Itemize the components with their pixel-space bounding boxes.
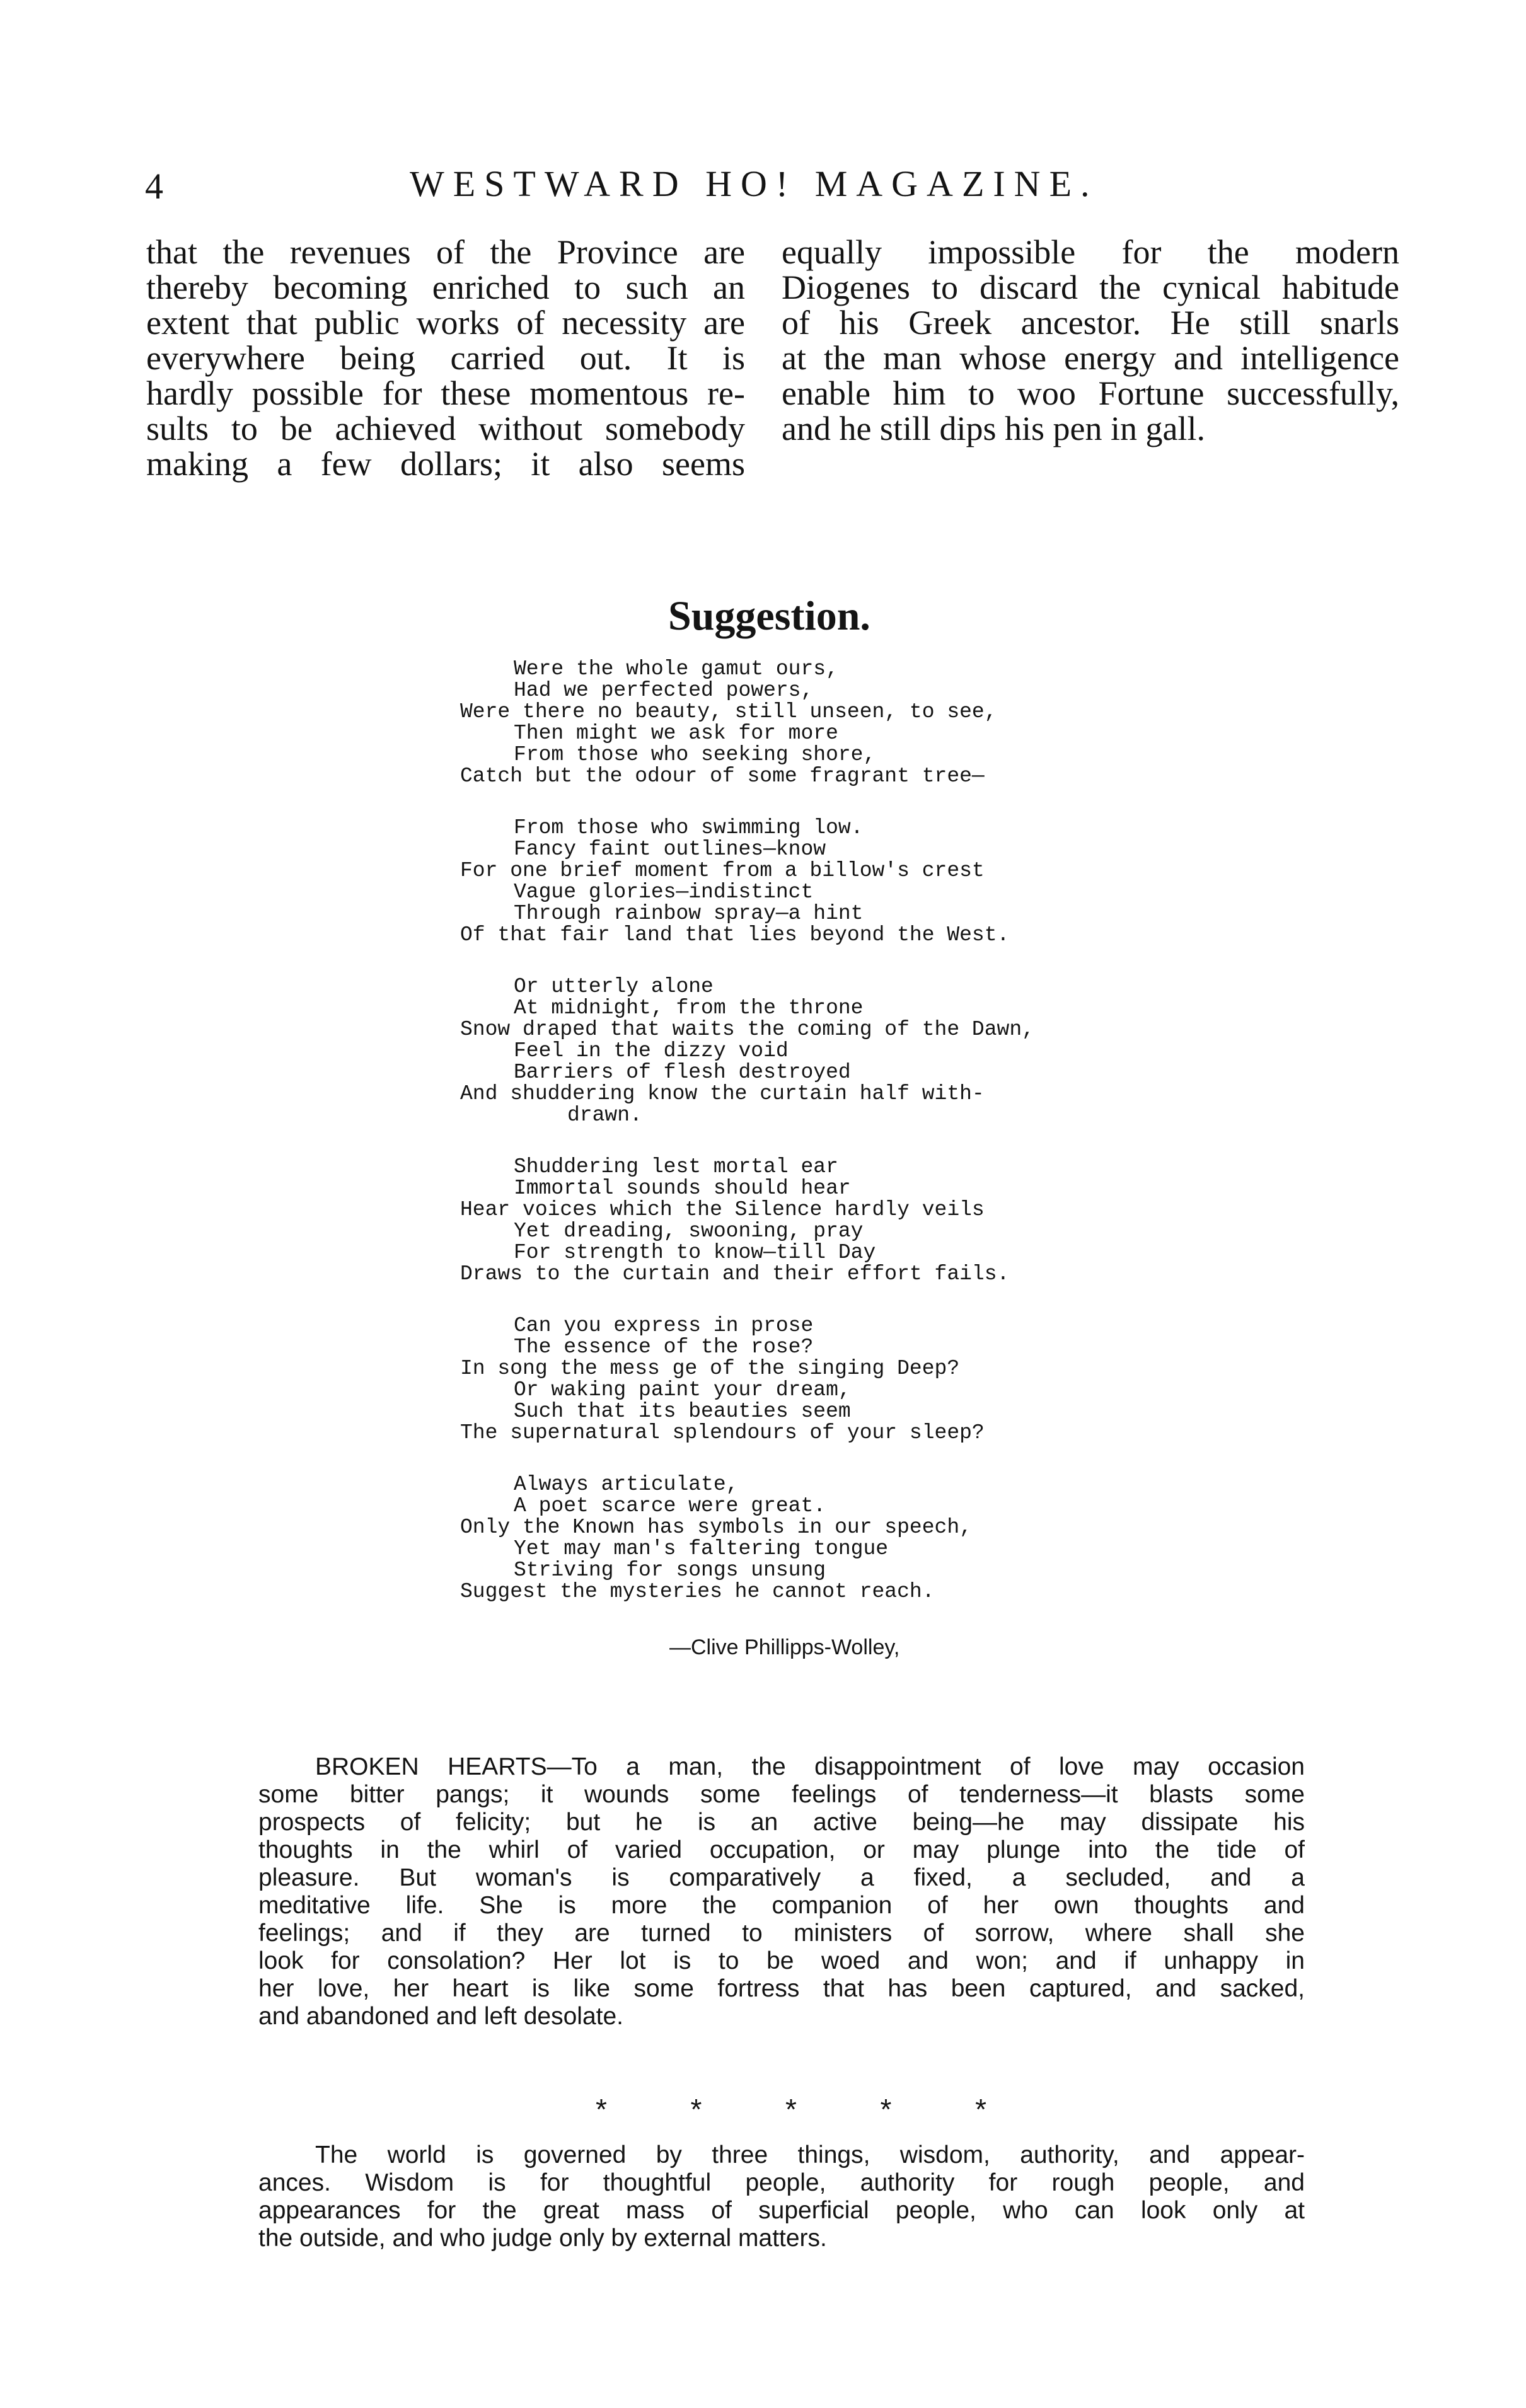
poem-line: Yet may man's faltering tongue <box>514 1537 889 1560</box>
text-line: some bitter pangs; it wounds some feelings of tenderness—it blasts some <box>258 1781 1305 1808</box>
poem-line: A poet scarce were great. <box>514 1494 826 1518</box>
text-line: equally impossible for the modern <box>782 233 1399 271</box>
asterisk: * <box>690 2093 702 2126</box>
page-header <box>145 163 1393 213</box>
text-line: appearances for the great mass of superficial people, who can look only at <box>258 2197 1305 2224</box>
section-separator <box>596 2092 986 2126</box>
asterisk: * <box>785 2093 797 2126</box>
intro-right-column <box>782 234 1399 446</box>
poem-line: drawn. <box>567 1103 642 1127</box>
poem-stanza <box>460 659 1090 787</box>
text-line: BROKEN HEARTS—To a man, the disappointment of love may occasion <box>315 1753 1305 1780</box>
poem-line: Were the whole gamut ours, <box>514 657 838 681</box>
intro-left-column <box>146 234 745 481</box>
text-line: feelings; and if they are turned to ministers of sorrow, where shall she <box>258 1920 1305 1947</box>
poem-stanza <box>460 1474 1090 1603</box>
poem-line: Immortal sounds should hear <box>514 1177 851 1200</box>
poem-line: Vague glories—indistinct <box>514 880 814 904</box>
broken-hearts-paragraph <box>258 1753 1305 2031</box>
poem-line: Through rainbow spray—a hint <box>514 902 864 925</box>
poem-line: The supernatural splendours of your sleep? <box>460 1421 985 1444</box>
text-line: meditative life. She is more the companion of her own thoughts and <box>258 1892 1305 1919</box>
text-line: sults to be achieved without somebody <box>146 410 745 447</box>
asterisk: * <box>880 2093 892 2126</box>
poem-line: Of that fair land that lies beyond the West. <box>460 923 1010 947</box>
poem-line: Or waking paint your dream, <box>514 1378 851 1402</box>
poem-line: Striving for songs unsung <box>514 1558 826 1582</box>
running-title: WESTWARD HO! MAGAZINE. <box>410 163 1099 204</box>
text-line: thoughts in the whirl of varied occupation, or may plunge into the tide of <box>258 1836 1305 1864</box>
poem-line: Suggest the mysteries he cannot reach. <box>460 1580 935 1603</box>
page-number: 4 <box>145 166 163 207</box>
poem-line: And shuddering know the curtain half with- <box>460 1082 985 1105</box>
poem-line: Were there no beauty, still unseen, to see, <box>460 700 997 723</box>
poem-line: Then might we ask for more <box>514 722 838 745</box>
poem-line: For strength to know—till Day <box>514 1241 876 1264</box>
poem-line: Yet dreading, swooning, pray <box>514 1219 864 1243</box>
asterisk: * <box>596 2093 607 2126</box>
text-line: The world is governed by three things, wisdom, authority, and appear- <box>315 2141 1305 2169</box>
text-line: at the man whose energy and intelligence <box>782 339 1399 377</box>
poem-line: The essence of the rose? <box>514 1335 814 1359</box>
poem-line: From those who swimming low. <box>514 816 864 839</box>
poem-line: From those who seeking shore, <box>514 743 876 766</box>
poem-line: Fancy faint outlines—know <box>514 838 826 861</box>
text-line: pleasure. But woman's is comparatively a fixed, a secluded, and a <box>258 1864 1305 1891</box>
poem-line: In song the mess ge of the singing Deep? <box>460 1357 960 1380</box>
poem-line: Shuddering lest mortal ear <box>514 1155 838 1178</box>
poem-title: Suggestion. <box>668 593 870 639</box>
text-line: her love, her heart is like some fortress that has been captured, and sacked, <box>258 1975 1305 2002</box>
text-line: prospects of felicity; but he is an active being—he may dissipate his <box>258 1809 1305 1836</box>
poem-stanza <box>460 1315 1090 1444</box>
poem-body <box>460 659 1090 1633</box>
poem-stanza <box>460 817 1090 946</box>
text-line: ances. Wisdom is for thoughtful people, authority for rough people, and <box>258 2169 1305 2196</box>
text-line: look for consolation? Her lot is to be woed and won; and if unhappy in <box>258 1947 1305 1974</box>
text-line: enable him to woo Fortune successfully, <box>782 374 1399 412</box>
poem-line: Snow draped that waits the coming of the Dawn, <box>460 1018 1034 1041</box>
poem-stanza <box>460 1156 1090 1285</box>
poem-line: Hear voices which the Silence hardly veils <box>460 1198 985 1221</box>
text-line: hardly possible for these momentous re- <box>146 374 745 412</box>
poem-line: Feel in the dizzy void <box>514 1039 789 1063</box>
text-line: and abandoned and left desolate. <box>258 2003 624 2030</box>
text-line: Diogenes to discard the cynical habitude <box>782 268 1399 306</box>
poem-line: At midnight, from the throne <box>514 996 864 1020</box>
text-line: that the revenues of the Province are <box>146 233 745 271</box>
poem-line: Draws to the curtain and their effort fails. <box>460 1262 1010 1286</box>
text-line: of his Greek ancestor. He still snarls <box>782 304 1399 342</box>
text-line: the outside, and who judge only by external matters. <box>258 2225 827 2252</box>
poem-stanza <box>460 976 1090 1126</box>
poem-line: Always articulate, <box>514 1473 739 1496</box>
poem-line: For one brief moment from a billow's crest <box>460 859 985 882</box>
poem-line: Barriers of flesh destroyed <box>514 1061 851 1084</box>
poem-attribution: —Clive Phillipps-Wolley, <box>669 1635 900 1659</box>
asterisk: * <box>975 2093 986 2126</box>
poem-line: Only the Known has symbols in our speech, <box>460 1516 972 1539</box>
world-paragraph <box>258 2141 1305 2252</box>
poem-line: Such that its beauties seem <box>514 1400 851 1423</box>
poem-line: Can you express in prose <box>514 1314 814 1337</box>
text-line: thereby becoming enriched to such an <box>146 268 745 306</box>
poem-line: Or utterly alone <box>514 975 714 998</box>
text-line: everywhere being carried out. It is <box>146 339 745 377</box>
poem-line: Had we perfected powers, <box>514 679 814 702</box>
poem-line: Catch but the odour of some fragrant tree— <box>460 764 985 788</box>
text-line: extent that public works of necessity are <box>146 304 745 342</box>
text-line: and he still dips his pen in gall. <box>782 410 1205 447</box>
text-line: making a few dollars; it also seems <box>146 445 745 483</box>
